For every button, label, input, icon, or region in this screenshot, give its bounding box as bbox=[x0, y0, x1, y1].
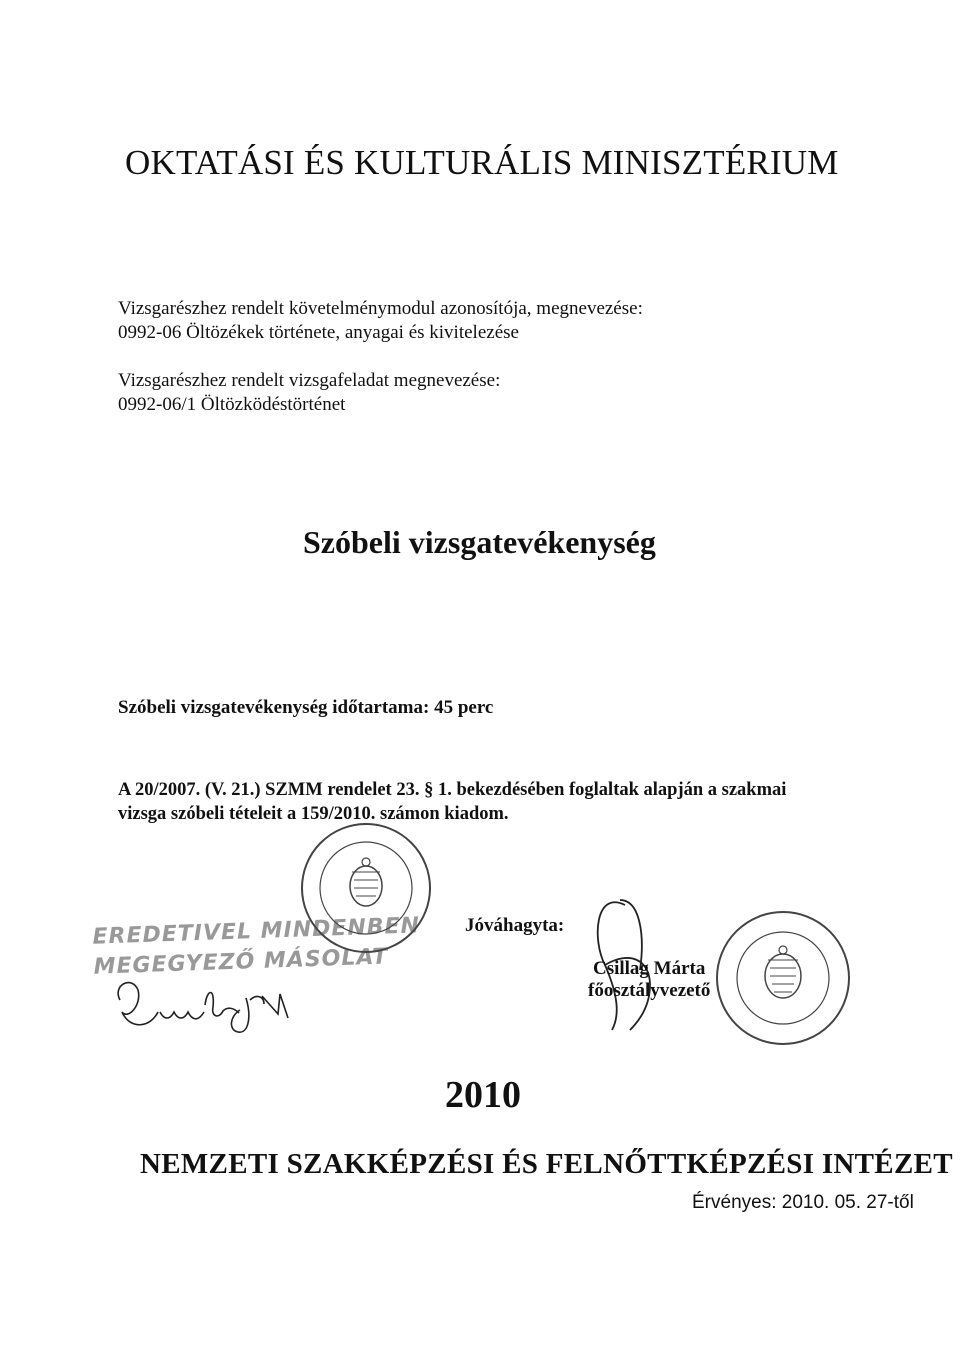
module-label: Vizsgarészhez rendelt követelménymodul azonosítója, megnevezése: bbox=[118, 298, 643, 319]
decree-line-1: A 20/2007. (V. 21.) SZMM rendelet 23. § 1. bekezdésében foglaltak alapján a szakmai bbox=[118, 780, 787, 800]
copy-stamp-line-2: MEGEGYEZŐ MÁSOLAT bbox=[93, 944, 389, 980]
validity-date: Érvényes: 2010. 05. 27-től bbox=[692, 1192, 914, 1213]
ministry-heading: OKTATÁSI ÉS KULTURÁLIS MINISZTÉRIUM bbox=[125, 143, 839, 182]
institute-name: NEMZETI SZAKKÉPZÉSI ÉS FELNŐTTKÉPZÉSI INTÉZET bbox=[140, 1148, 953, 1180]
signer-title: főosztályvezető bbox=[588, 980, 711, 1001]
module-value: 0992-06 Öltözékek története, anyagai és kivitelezése bbox=[118, 322, 519, 343]
copy-stamp-line-1: EREDETIVEL MINDENBEN bbox=[92, 913, 421, 950]
exam-duration: Szóbeli vizsgatevékenység időtartama: 45 perc bbox=[118, 697, 494, 718]
document-year: 2010 bbox=[445, 1074, 521, 1116]
right-seal-icon bbox=[717, 912, 849, 1044]
signer-name: Csillag Márta bbox=[592, 958, 706, 979]
task-value: 0992-06/1 Öltözködéstörténet bbox=[118, 394, 346, 415]
copy-stamp bbox=[92, 911, 422, 982]
left-signature-icon bbox=[118, 983, 288, 1033]
decree-line-2: vizsga szóbeli tételeit a 159/2010. számon kiadom. bbox=[118, 804, 509, 824]
signer-block bbox=[588, 958, 710, 1002]
exam-type-title: Szóbeli vizsgatevékenység bbox=[303, 524, 656, 560]
task-label: Vizsgarészhez rendelt vizsgafeladat megnevezése: bbox=[118, 370, 501, 391]
approval-label: Jóváhagyta: bbox=[465, 915, 565, 936]
